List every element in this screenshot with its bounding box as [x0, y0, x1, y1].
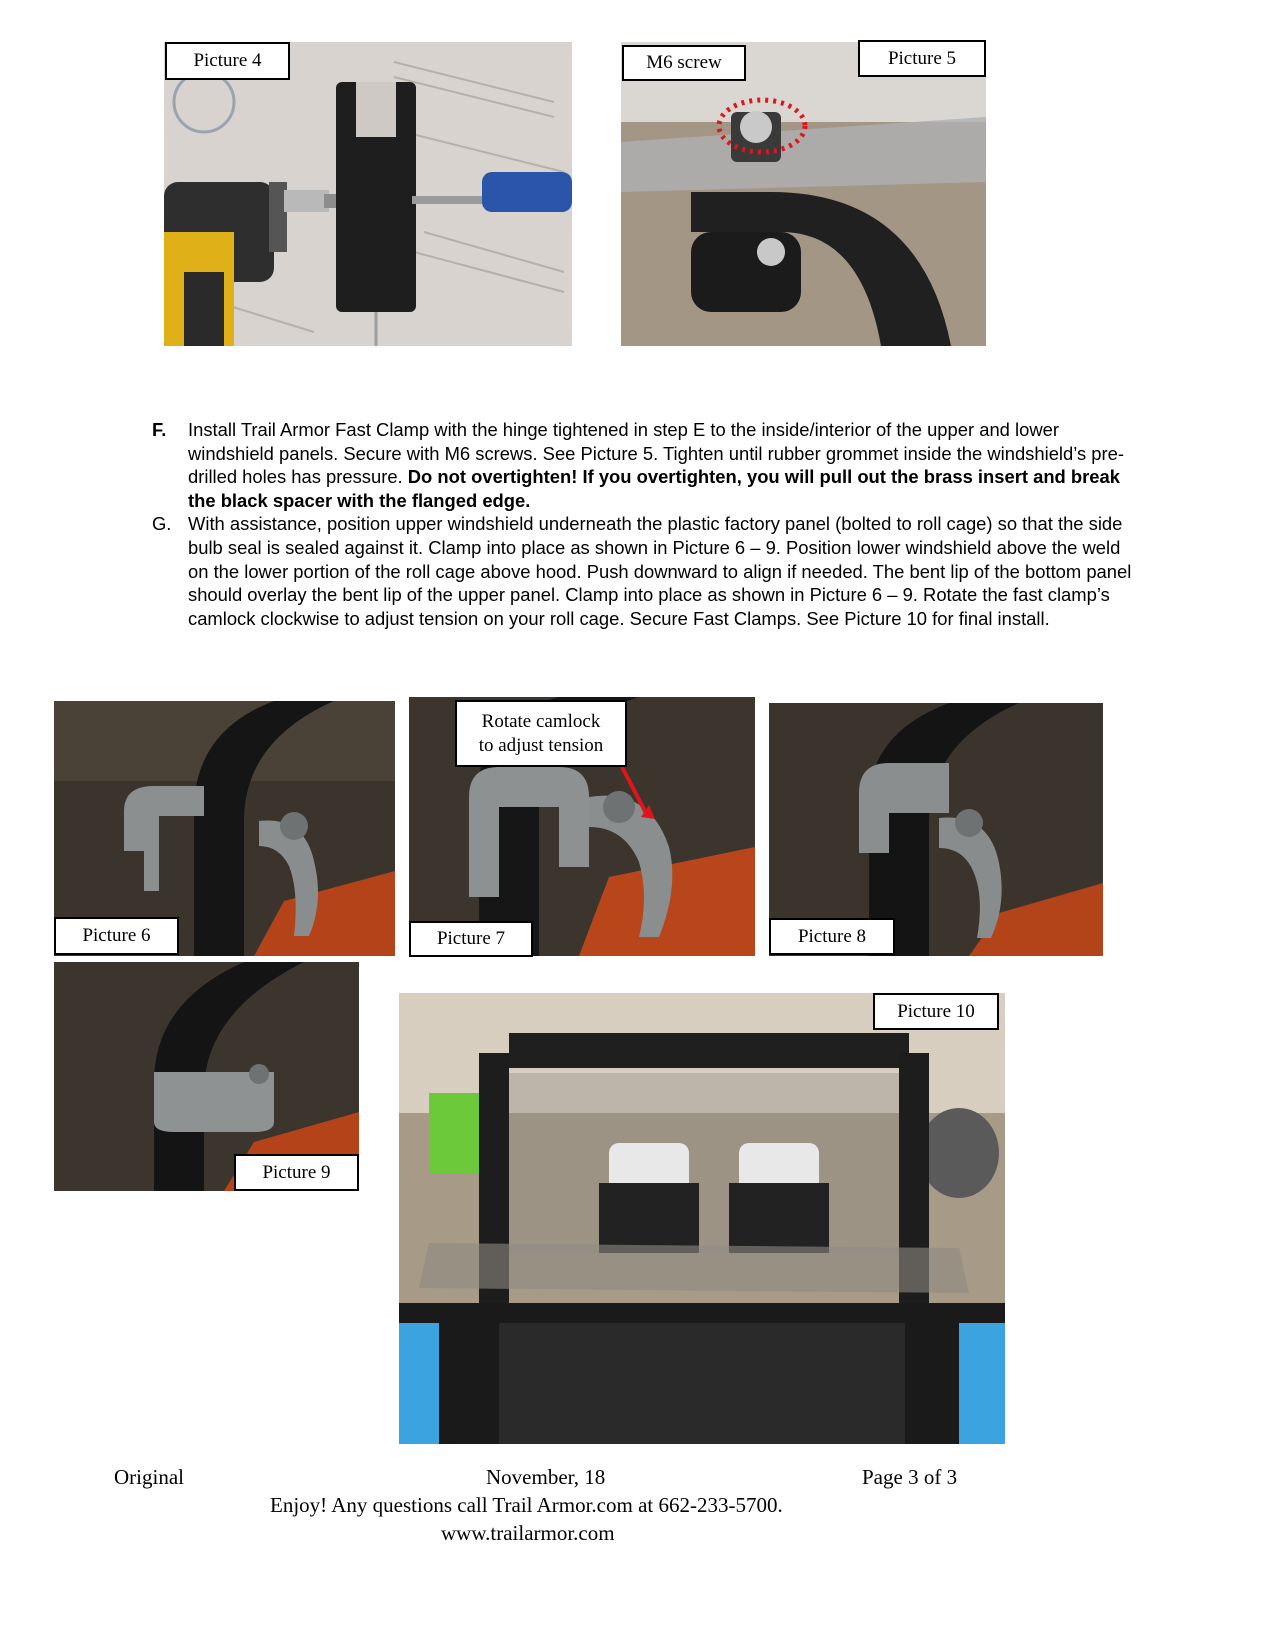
picture-9-label: Picture 9 — [234, 1154, 359, 1191]
picture-5-photo — [621, 42, 986, 346]
step-g-text: With assistance, position upper windshield underneath the plastic factory panel (bolted to roll cage) so that the side bulb seal is sealed against it. Clamp into place as shown in Picture 6 – 9. Position lower windshield above the weld on the lower portion of the roll cage above hood. Push downward to align if needed. The bent lip of the bottom panel should overlay the bent lip of the upper panel. Clamp into place as shown in Picture 6 – 9. Rotate the fast clamp’s camlock clockwise to adjust tension on your roll cage. Secure Fast Clamps. See Picture 10 for final install. — [188, 513, 1132, 629]
picture-7-callout-line2: to adjust tension — [478, 734, 604, 756]
step-f — [152, 418, 1142, 512]
step-f-body: Install Trail Armor Fast Clamp with the hinge tightened in step E to the inside/interior of the upper and lower windshield panels. Secure with M6 screws. See Picture 5. Tighten until rubber grommet inside the windshield’s pre-drilled holes has pressure. — [188, 419, 1125, 488]
picture-4-photo — [164, 42, 572, 346]
picture-7-callout-line1: Rotate camlock — [481, 710, 601, 732]
step-f-text — [188, 418, 1142, 512]
picture-8-label: Picture 8 — [769, 918, 895, 955]
footer-website: www.trailarmor.com — [441, 1521, 615, 1545]
picture-7-label: Picture 7 — [409, 921, 533, 957]
step-g — [152, 512, 1142, 630]
step-f-letter: F. — [152, 419, 167, 440]
picture-6-label: Picture 6 — [54, 917, 179, 955]
footer-date: November, 18 — [486, 1465, 606, 1489]
picture-10-photo — [399, 993, 1005, 1444]
footer-page-number: Page 3 of 3 — [862, 1465, 958, 1489]
picture-5-callout: M6 screw — [622, 45, 746, 81]
step-f-warning: Do not overtighten! If you overtighten, you will pull out the brass insert and break the black spacer with the flanged edge. — [188, 466, 1120, 511]
picture-10-label: Picture 10 — [873, 993, 999, 1030]
footer-version: Original — [114, 1465, 184, 1489]
footer-contact: Enjoy! Any questions call Trail Armor.com at 662-233-5700. — [270, 1493, 783, 1517]
picture-5-label: Picture 5 — [858, 40, 986, 77]
picture-4-label: Picture 4 — [165, 42, 290, 80]
picture-7-callout — [455, 700, 627, 767]
step-g-letter: G. — [152, 513, 172, 535]
installation-steps — [152, 418, 1142, 630]
